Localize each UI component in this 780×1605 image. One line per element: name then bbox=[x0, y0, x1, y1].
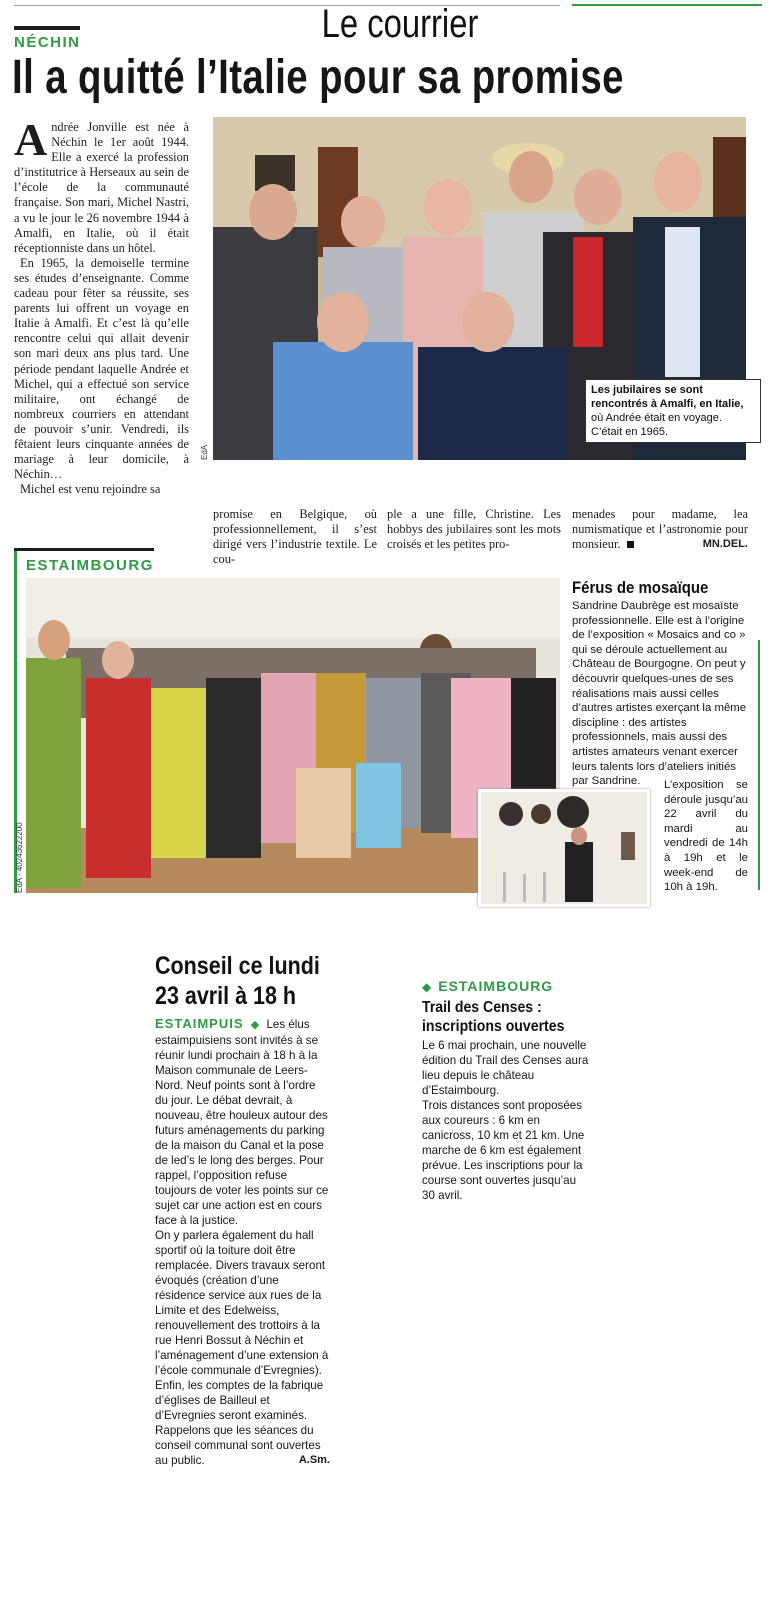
article4-kicker: ESTAIMBOURG bbox=[438, 978, 554, 994]
article2-inset-photo bbox=[478, 789, 650, 907]
article4-body bbox=[422, 1038, 590, 1203]
caption-bold: Les jubilaires se sont rencontrés à Amalfi, en Italie, bbox=[591, 384, 744, 410]
end-square-icon bbox=[627, 541, 634, 548]
article2-body-2: L’exposition se déroule jusqu’au 22 avril du mardi au vendredi de 14h à 19h et le week-end de 10h à 19h. bbox=[664, 779, 748, 894]
article1-photo-caption bbox=[585, 379, 761, 443]
article4-title-line-1: Trail des Censes : bbox=[422, 999, 542, 1016]
article3-p3: Enfin, les comptes de la fabrique d’églises de Bailleul et d’Evregnies seront examinés. bbox=[155, 1379, 324, 1422]
article2-body: Sandrine Daubrège est mosaïste professionnelle. Elle est à l’origine de l’exposition « Mosaics and co » qui se déroule actuellement au Château de Bourgogne. On peut y découvrir quelques-unes de ses réalisations mais aussi celles d’autres artistes exerçant la même discipline : des artistes professionnels, mais aussi des artistes amateurs venant exercer leurs talents lors d’ateliers initiés par Sandrine. bbox=[572, 600, 747, 788]
article1-col1-para3: Michel est venu rejoindre sa bbox=[20, 482, 161, 497]
article3-signature: A.Sm. bbox=[298, 1454, 330, 1466]
article3-kicker: ESTAIMPUIS bbox=[155, 1016, 244, 1031]
article1-column-1 bbox=[14, 114, 189, 497]
diamond-icon: ◆ bbox=[250, 1019, 260, 1031]
article1-photo-credit: EdA bbox=[200, 444, 209, 460]
caption-rest: où Andrée était en voyage. C’était en 1965. bbox=[591, 412, 722, 438]
article2-top-rule bbox=[14, 548, 154, 551]
article3-lead: Les élus estaimpuisiens sont invités à se réunir lundi prochain à 18 h à la Maison communale de Leers-Nord. Neuf points sont à l’ordre du jour. Le débat devrait, à nouveau, être houleux autour des futurs aménagements du parking de la maison du Canal et la pose de led’s le long des berges. Pour rappel, l’opposition refuse toujours de voter les points sur ce sujet car une action est en cours face à la justice. bbox=[155, 1018, 329, 1227]
article3-body bbox=[155, 1016, 330, 1468]
article4-p1: Le 6 mai prochain, une nouvelle édition du Trail des Censes aura lieu depuis le château d’Estaimbourg. bbox=[422, 1039, 589, 1097]
top-rule-right bbox=[572, 4, 762, 6]
article2-kicker: ESTAIMBOURG bbox=[26, 557, 154, 574]
article1-col1-text: ndrée Jonville est née à Néchin le 1er août 1944. Elle a exercé la profession d’institutrice à Herseaux au sein de l’école de la communauté française. Son mari, Michel Nastri, a vu le jour le 26 novembre 1944 à Amalfi, en Italie, où il était réceptionniste dans un hôtel. bbox=[14, 120, 189, 255]
article3-p4 bbox=[155, 1423, 330, 1468]
article1-col4-text: menades pour madame, lea numismatique et l’astronomie pour monsieur. bbox=[572, 507, 748, 552]
article1-signature: MN.DEL. bbox=[702, 538, 748, 551]
article1-headline: Il a quitté l’Italie pour sa promise bbox=[12, 51, 624, 104]
top-rule-mark bbox=[14, 26, 80, 30]
mosaic-artist-photo bbox=[481, 792, 647, 904]
article4-p2: Trois distances sont proposées aux coureurs : 6 km en canicross, 10 km et 21 km. Une marche de 6 km est également prévue. Les inscriptions pour la course sont ouvertes jusqu’au 30 avril. bbox=[422, 1099, 585, 1202]
article1-kicker: NÉCHIN bbox=[14, 34, 81, 51]
article3-p2: On y parlera également du hall sportif où la toiture doit être remplacée. Divers travaux seront évoqués (création d’une résidence service aux rues de la Limite et des Edelweiss, renouvellement des trottoirs à la rue Henri Bossut à Néchin et l’aménagement d’une extension à l’école communale d’Evregnies). bbox=[155, 1229, 329, 1377]
article2-title: Férus de mosaïque bbox=[572, 578, 709, 597]
article1-column-2: promise en Belgique, où professionnellement, il s’est dirigé vers l’industrie textile. Le cou- bbox=[213, 507, 377, 567]
article1-column-4 bbox=[572, 507, 748, 552]
article3-title-line-1: Conseil ce lundi bbox=[155, 952, 320, 980]
article2-photo-credit: EdA - 40243622200 bbox=[15, 822, 24, 893]
article2-right-rule bbox=[758, 640, 760, 890]
article3-title-line-2: 23 avril à 18 h bbox=[155, 982, 297, 1010]
article3-p4-text: Rappelons que les séances du conseil communal sont ouvertes au public. bbox=[155, 1424, 321, 1467]
diamond-icon: ◆ bbox=[422, 980, 432, 994]
dropcap: A bbox=[14, 114, 48, 165]
article4-title-line-2: inscriptions ouvertes bbox=[422, 1018, 565, 1035]
article4-kicker-row bbox=[422, 978, 553, 996]
article1-column-3: ple a une fille, Christine. Les hobbys des jubilaires sont les mots croisés et les petites pro- bbox=[387, 507, 561, 552]
masthead: Le courrier bbox=[321, 2, 479, 46]
article1-col1-para2: En 1965, la demoiselle termine ses études d’enseignante. Comme cadeau pour fêter sa réussite, ses parents lui offrent un voyage en Italie à Amalfi. Et c’est là qu’elle rencontre celui qui allait devenir son mari deux ans plus tard. Une période pendant laquelle Andrée et Michel, qui a effectué son service militaire, ont échangé de nombreux courriers en attendant de pouvoir s’unir. Vendredi, ils fêtaient leurs cinquante années de mariage à leur domicile, à Néchin… bbox=[14, 255, 189, 482]
